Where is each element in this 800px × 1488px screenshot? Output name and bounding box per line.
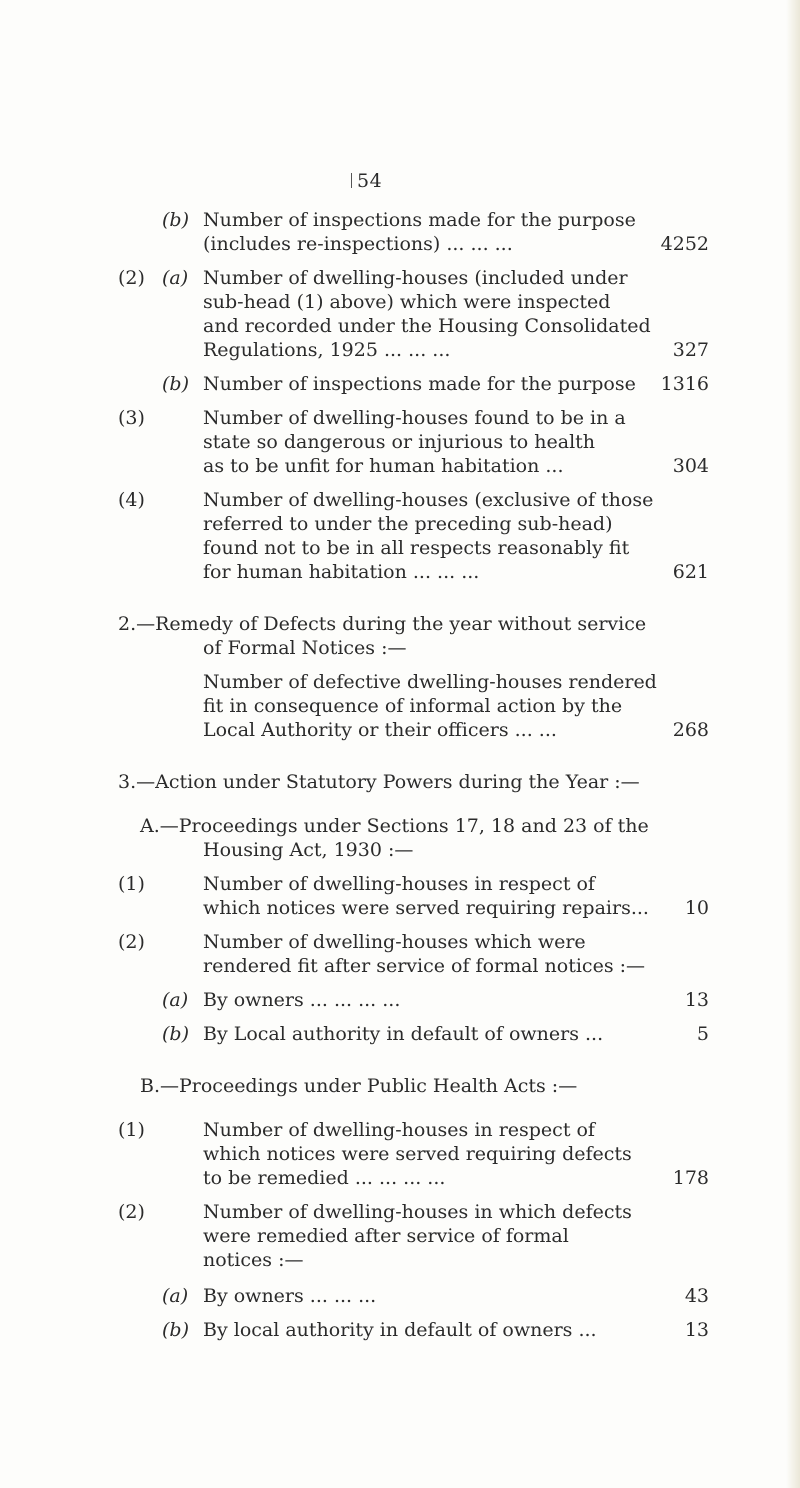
s2a-label: (a) [162,267,189,289]
s1b-line-1: Number of inspections made for the purpose [203,209,636,231]
s1b-line-2: (includes re-inspections) ... ... ... [203,233,513,255]
sec3b-item2-number: (2) [118,1201,145,1223]
s4-line-2: referred to under the preceding sub-head) [203,513,613,535]
sec3b-item1-value: 178 [672,1167,709,1189]
sec3a-item1-number: (1) [118,873,145,895]
sec3b-heading: B.—Proceedings under Public Health Acts :— [140,1075,578,1097]
sec3a-item2-line-2: rendered fit after service of formal notices :— [203,955,646,977]
sec3b-item1-line-3: to be remedied ... ... ... ... [203,1167,446,1189]
sec3b-sub-a-label: (a) [162,1285,189,1307]
sec2-line-2: fit in consequence of informal action by the [203,695,623,717]
s2a-line-1: Number of dwelling-houses (included under [203,267,628,289]
s2a-value: 327 [672,339,709,361]
s2b-label: (b) [162,373,189,395]
sec3a-heading-2: Housing Act, 1930 :— [203,839,414,861]
sec3b-sub-b-text: By local authority in default of owners ... [203,1319,597,1341]
sec3a-item2-line-1: Number of dwelling-houses which were [203,931,586,953]
sec3a-sub-a-value: 13 [684,989,709,1011]
page-number [357,170,382,192]
s3-value: 304 [672,455,709,477]
s4-number: (4) [118,489,145,511]
s2b-line-1: Number of inspections made for the purpose [203,373,636,395]
s2b-value: 1316 [660,373,709,395]
sec2-value: 268 [672,719,709,741]
sec3b-item1-line-2: which notices were served requiring defects [203,1143,632,1165]
sec2-heading-1: 2.—Remedy of Defects during the year without service [118,613,647,635]
s1b-value: 4252 [660,233,709,255]
s3-line-2: state so dangerous or injurious to health [203,431,596,453]
sec2-line-1: Number of defective dwelling-houses rendered [203,671,657,693]
s3-number: (3) [118,407,145,429]
s2-number: (2) [118,267,145,289]
s4-line-1: Number of dwelling-houses (exclusive of those [203,489,654,511]
page-edge-shadow [786,0,800,1488]
sec3a-sub-a-label: (a) [162,989,189,1011]
sec2-heading-2: of Formal Notices :— [203,637,407,659]
sec3a-sub-b-value: 5 [696,1023,709,1045]
s4-value: 621 [672,561,709,583]
s4-line-4: for human habitation ... ... ... [203,561,480,583]
s2a-line-2: sub-head (1) above) which were inspected [203,291,611,313]
sec3-heading: 3.—Action under Statutory Powers during the Year :— [118,771,640,793]
sec3a-item1-line-2: which notices were served requiring repairs... [203,897,649,919]
s3-line-1: Number of dwelling-houses found to be in a [203,407,626,429]
sec3b-sub-a-value: 43 [684,1285,709,1307]
sec3a-item1-value: 10 [684,897,709,919]
sec3b-item2-line-2: were remedied after service of formal [203,1225,569,1247]
sec2-line-3: Local Authority or their officers ... ... [203,719,557,741]
sec3a-heading-1: A.—Proceedings under Sections 17, 18 and 23 of the [140,815,649,837]
sec3a-sub-b-label: (b) [162,1023,189,1045]
sec3b-item2-line-1: Number of dwelling-houses in which defects [203,1201,632,1223]
s3-line-3: as to be unfit for human habitation ... [203,455,564,477]
s1b-label: (b) [162,209,189,231]
sec3b-item1-number: (1) [118,1119,145,1141]
sec3a-sub-a-text: By owners ... ... ... ... [203,989,401,1011]
sec3b-item2-line-3: notices :— [203,1249,304,1271]
sec3a-item1-line-1: Number of dwelling-houses in respect of [203,873,595,895]
sec3b-item1-line-1: Number of dwelling-houses in respect of [203,1119,595,1141]
sec3a-item2-number: (2) [118,931,145,953]
sec3b-sub-b-label: (b) [162,1319,189,1341]
sec3b-sub-b-value: 13 [684,1319,709,1341]
sec3a-sub-b-text: By Local authority in default of owners ... [203,1023,604,1045]
page-mark [351,173,352,188]
s4-line-3: found not to be in all respects reasonably fit [203,537,630,559]
s2a-line-3: and recorded under the Housing Consolidated [203,315,651,337]
s2a-line-4: Regulations, 1925 ... ... ... [203,339,451,361]
sec3b-sub-a-text: By owners ... ... ... [203,1285,377,1307]
page-number-text: 54 [357,170,383,192]
